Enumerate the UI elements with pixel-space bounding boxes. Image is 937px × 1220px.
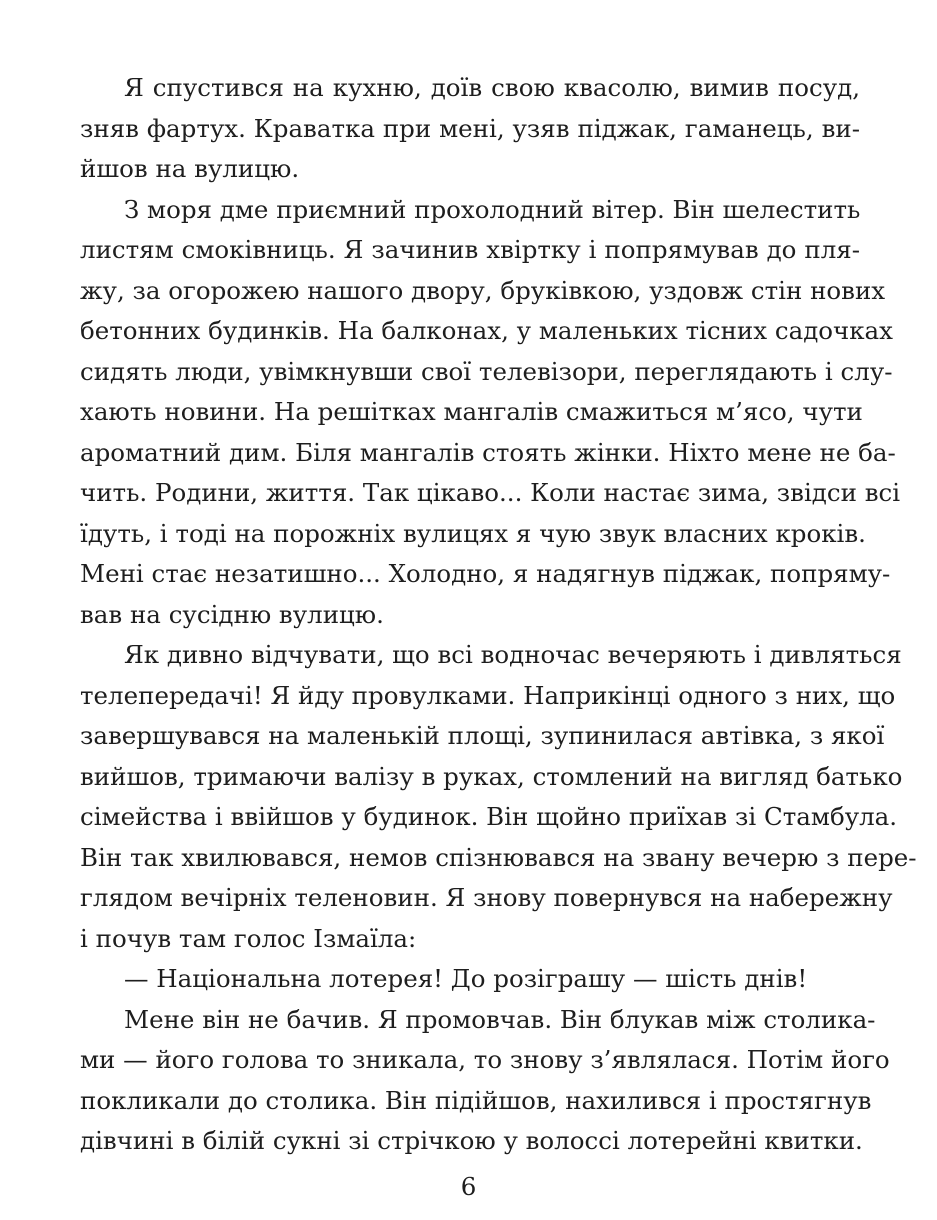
text-line: йшов на вулицю. bbox=[80, 154, 300, 183]
text-line: зняв фартух. Краватка при мені, узяв піджак, гаманець, ви- bbox=[80, 113, 860, 143]
text-line: сидять люди, увімкнувши свої телевізори, переглядають і слу- bbox=[80, 356, 893, 386]
text-line: З моря дме приємний прохолодний вітер. Він шелестить bbox=[124, 194, 861, 224]
text-line: листям смоківниць. Я зачинив хвіртку і попрямував до пля- bbox=[80, 235, 860, 264]
text-line: Мене він не бачив. Я промовчав. Він блукав між столика- bbox=[124, 1004, 876, 1034]
text-line: вийшов, тримаючи валізу в руках, стомлений на вигляд батько bbox=[80, 761, 903, 791]
text-line: чить. Родини, життя. Так цікаво... Коли настає зима, звідси всі bbox=[80, 478, 901, 507]
text-line: покликали до столика. Він підійшов, нахилився і простягнув bbox=[80, 1085, 872, 1115]
page-body bbox=[80, 68, 917, 1162]
paragraph bbox=[80, 190, 901, 636]
text-line: Мені стає незатишно... Холодно, я надягнув піджак, попряму- bbox=[80, 559, 891, 588]
text-line: — Національна лотерея! До розіграшу — шість днів! bbox=[124, 964, 808, 993]
paragraph bbox=[80, 959, 860, 1000]
text-line: Як дивно відчувати, що всі водночас вечеряють і дивляться bbox=[124, 640, 902, 669]
text-line: вав на сусідню вулицю. bbox=[80, 599, 384, 629]
text-line: їдуть, і тоді на порожніх вулицях я чую звук власних кроків. bbox=[80, 518, 866, 548]
text-line: дівчині в білій сукні зі стрічкою у волоссі лотерейні квитки. bbox=[80, 1126, 863, 1155]
paragraph bbox=[80, 635, 917, 959]
paragraph bbox=[80, 1000, 890, 1162]
text-line: бетонних будинків. На балконах, у маленьких тісних садочках bbox=[80, 316, 893, 345]
page-number: 6 bbox=[460, 1172, 477, 1201]
text-line: Я спустився на кухню, доїв свою квасолю, вимив посуд, bbox=[124, 73, 860, 102]
text-line: Він так хвилювався, немов спізнювався на звану вечерю з пере- bbox=[80, 842, 917, 872]
text-line: ароматний дим. Біля мангалів стоять жінки. Ніхто мене не ба- bbox=[80, 437, 896, 467]
text-line: сімейства і ввійшов у будинок. Він щойно приїхав зі Стамбула. bbox=[80, 802, 898, 831]
text-line: телепередачі! Я йду провулками. Наприкінці одного з них, що bbox=[80, 680, 896, 710]
paragraph bbox=[80, 68, 860, 190]
text-line: завершувався на маленькій площі, зупинилася автівка, з якої bbox=[80, 721, 885, 750]
text-line: і почув там голос Ізмаїла: bbox=[80, 923, 417, 953]
text-line: глядом вечірніх теленовин. Я знову повернувся на набережну bbox=[80, 883, 893, 912]
text-line: жу, за огорожею нашого двору, бруківкою, уздовж стін нових bbox=[80, 275, 886, 305]
text-line: ми — його голова то зникала, то знову з’являлася. Потім його bbox=[80, 1045, 890, 1074]
text-line: хають новини. На решітках мангалів смажиться м’ясо, чути bbox=[80, 397, 863, 426]
